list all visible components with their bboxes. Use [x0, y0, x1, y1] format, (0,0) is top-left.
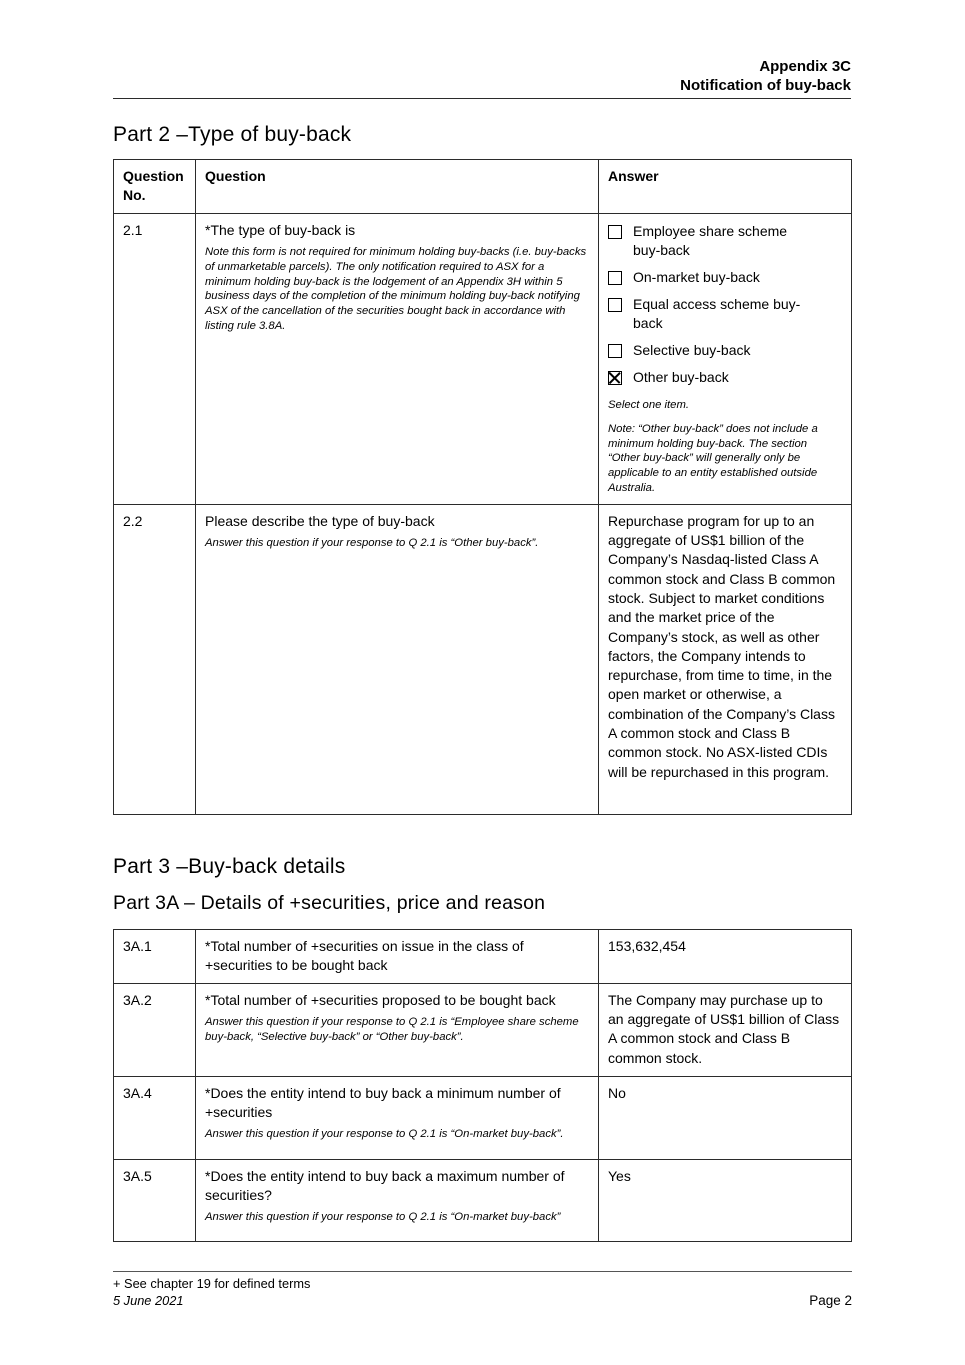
- doc-title-line1: Appendix 3C: [759, 58, 851, 75]
- checkbox-label: Equal access scheme buy-back: [633, 296, 801, 331]
- question-cell-3a-4: [196, 1076, 599, 1159]
- checkbox-option-on-market[interactable]: [608, 268, 841, 287]
- question-no-3a-5: 3A.5: [114, 1159, 196, 1241]
- checkbox-unchecked-icon[interactable]: [608, 298, 622, 312]
- checkbox-label: Employee share scheme buy-back: [633, 223, 788, 258]
- page-number: Page 2: [809, 1293, 852, 1308]
- question-text-3a-5: *Does the entity intend to buy back a maximum number of securities?: [205, 1167, 565, 1203]
- table-row-3a-4: [114, 1076, 852, 1159]
- question-note-2-2: Answer this question if your response to Q 2.1 is “Other buy-back”.: [205, 536, 539, 549]
- question-text-3a-1: *Total number of +securities on issue in the class of +securities to be bought back: [205, 937, 524, 973]
- footer-left: [113, 1276, 310, 1309]
- table-row-3a-5: [114, 1159, 852, 1241]
- checkbox-option-equal-access-scheme[interactable]: [608, 295, 841, 333]
- answer-cell-2-1: [599, 214, 852, 505]
- question-note-2-1: Note this form is not required for minimum holding buy-backs (i.e. buy-backs of unmarketable parcels). The only notification required to ASX for a minimum holding buy-back is the lodgement of an Appendix 3H within 5 business days of the completion of the minimum holding buy-back notifying ASX of the cancellation of the securities bought back in accordance with listing rule 3.8A.: [205, 246, 587, 332]
- answer-cell-3a-4: [599, 1076, 852, 1159]
- table-row-2-2: [114, 504, 852, 814]
- checkbox-unchecked-icon[interactable]: [608, 344, 622, 358]
- part3-heading: Part 3 –Buy-back details: [113, 854, 346, 878]
- question-text-2-1: *The type of buy-back is: [205, 222, 356, 238]
- question-no-3a-4: 3A.4: [114, 1076, 196, 1159]
- part2-table-header-row: [114, 160, 852, 214]
- question-cell-2-2: [196, 504, 599, 814]
- table-row-3a-1: [114, 929, 852, 983]
- part2-table: [113, 159, 852, 815]
- answer-text-3a-2: The Company may purchase up to an aggregate of US$1 billion of Class A common stock and Class B common stock.: [608, 991, 840, 1066]
- part2-heading: Part 2 –Type of buy-back: [113, 123, 352, 146]
- question-text-2-2: Please describe the type of buy-back: [205, 512, 435, 529]
- document-header: [113, 57, 851, 95]
- answer-cell-3a-2: [599, 983, 852, 1076]
- select-one-item-note: Select one item.: [608, 399, 690, 411]
- question-no-2-2: 2.2: [114, 504, 196, 814]
- footer-date: 5 June 2021: [113, 1292, 184, 1308]
- col-header-question: Question: [196, 160, 599, 214]
- question-note-3a-4: Answer this question if your response to Q 2.1 is “On-market buy-back”.: [205, 1127, 564, 1140]
- other-buyback-note: Note: “Other buy-back” does not include a minimum holding buy-back. The section “Other buy-back” will generally only be applicable to an entity established outside Australia.: [608, 422, 818, 494]
- answer-cell-3a-1: [599, 929, 852, 983]
- table-row-3a-2: [114, 983, 852, 1076]
- question-cell-2-1: [196, 214, 599, 505]
- checkbox-unchecked-icon[interactable]: [608, 225, 622, 239]
- answer-text-3a-5: Yes: [608, 1167, 631, 1184]
- answer-text-3a-4: No: [608, 1084, 626, 1101]
- question-text-3a-4: *Does the entity intend to buy back a minimum number of +securities: [205, 1084, 561, 1120]
- question-no-3a-2: 3A.2: [114, 983, 196, 1076]
- answer-text-3a-1: 153,632,454: [608, 937, 686, 954]
- question-no-2-1: 2.1: [114, 214, 196, 505]
- part3a-heading: Part 3A – Details of +securities, price and reason: [113, 891, 546, 914]
- table-row-2-1: [114, 214, 852, 505]
- checkbox-option-other[interactable]: [608, 368, 841, 387]
- checkbox-label: Selective buy-back: [633, 342, 751, 358]
- question-note-3a-5: Answer this question if your response to Q 2.1 is “On-market buy-back”: [205, 1210, 561, 1223]
- checkbox-label: Other buy-back: [633, 369, 729, 385]
- question-cell-3a-1: [196, 929, 599, 983]
- col-header-question-no: Question No.: [114, 160, 196, 214]
- question-no-3a-1: 3A.1: [114, 929, 196, 983]
- header-rule: [113, 98, 851, 99]
- checkbox-option-selective[interactable]: [608, 341, 841, 360]
- defined-terms-note: + See chapter 19 for defined terms: [113, 1276, 311, 1291]
- question-text-3a-2: *Total number of +securities proposed to be bought back: [205, 991, 556, 1008]
- checkbox-checked-icon[interactable]: [608, 371, 622, 385]
- question-note-3a-2: Answer this question if your response to Q 2.1 is “Employee share scheme buy-back, “Selective buy-back” or “Other buy-back”.: [205, 1015, 579, 1043]
- answer-text-2-2: Repurchase program for up to an aggregate of US$1 billion of the Company’s Nasdaq-listed Class A common stock and Class B common stock. Subject to market conditions and the market price of the Company’s stock, as well as other factors, the Company intends to repurchase, from time to time, in the open market or otherwise, a combination of the Company’s Class A common stock and Class B common stock. No ASX-listed CDIs will be repurchased in this program.: [608, 512, 836, 780]
- doc-title-line2: Notification of buy-back: [680, 77, 851, 94]
- checkbox-option-employee-share-scheme[interactable]: [608, 222, 841, 260]
- question-cell-3a-5: [196, 1159, 599, 1241]
- checkbox-label: On-market buy-back: [633, 269, 760, 285]
- answer-cell-2-2: [599, 504, 852, 814]
- answer-cell-3a-5: [599, 1159, 852, 1241]
- question-cell-3a-2: [196, 983, 599, 1076]
- checkbox-unchecked-icon[interactable]: [608, 271, 622, 285]
- col-header-answer: Answer: [599, 160, 852, 214]
- page-footer: [113, 1271, 852, 1309]
- part3a-table: [113, 929, 852, 1242]
